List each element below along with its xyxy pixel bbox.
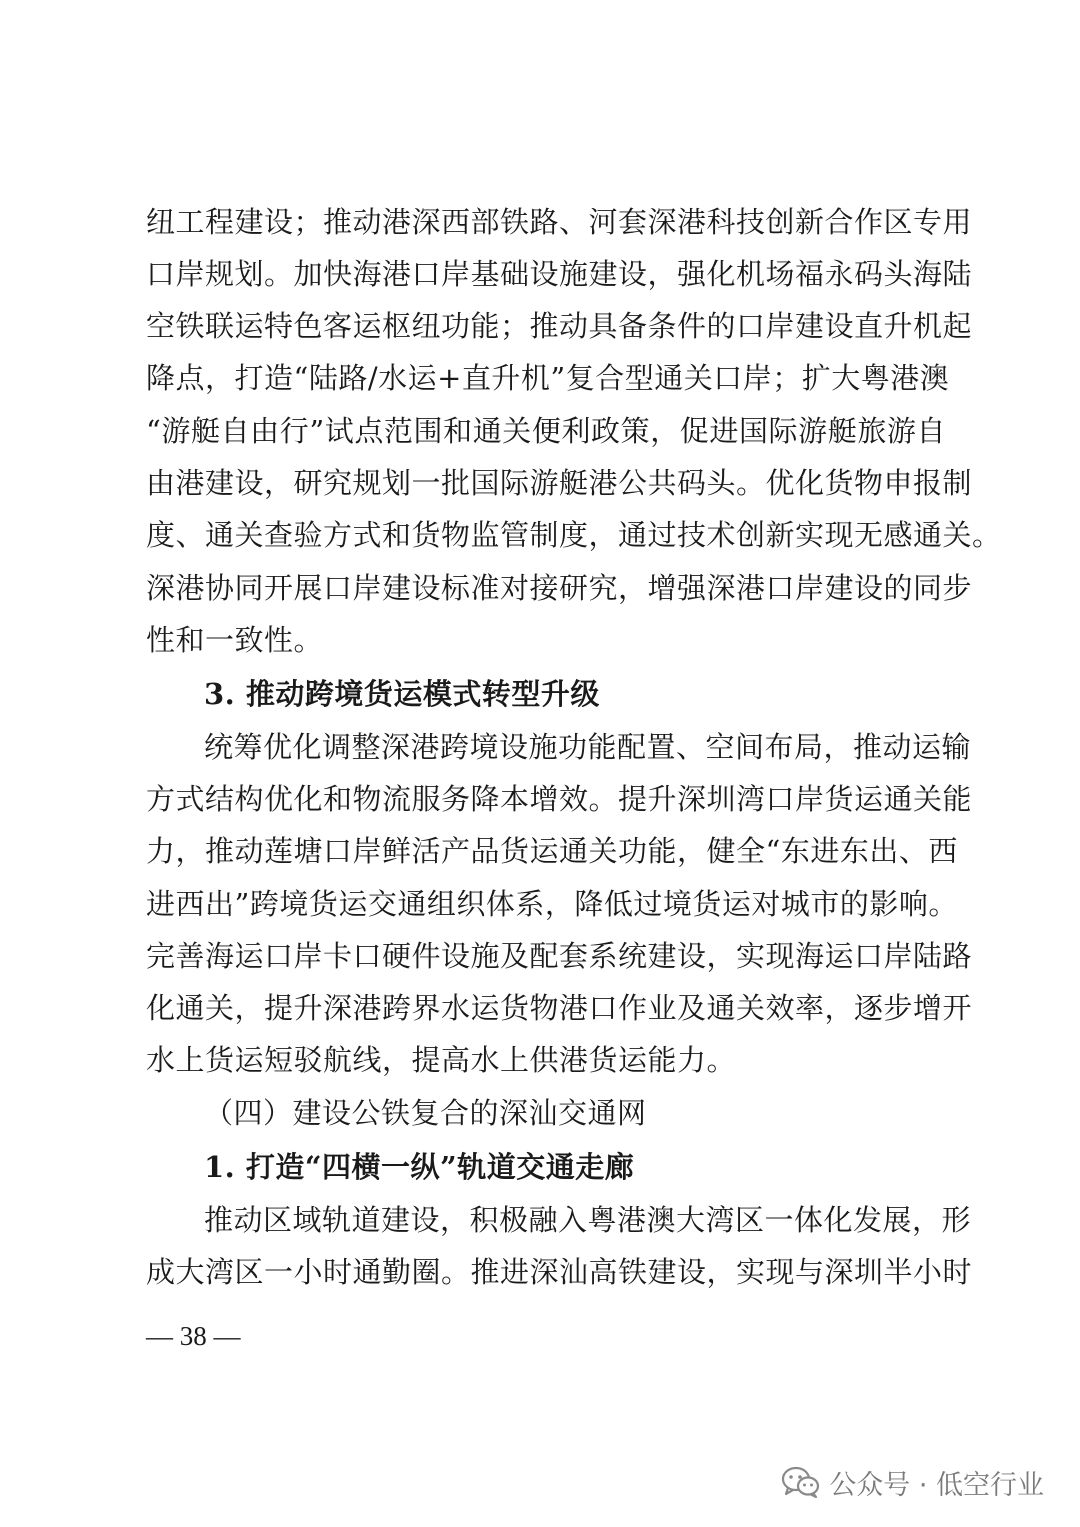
paragraph-line: 深港协同开展口岸建设标准对接研究，增强深港口岸建设的同步 (146, 571, 973, 605)
paragraph-line: 化通关，提升深港跨界水运货物港口作业及通关效率，逐步增开 (146, 991, 973, 1025)
watermark (781, 1462, 1044, 1502)
paragraph-line: 空铁联运特色客运枢纽功能；推动具备条件的口岸建设直升机起 (146, 309, 973, 343)
paragraph-line: 力，推动莲塘口岸鲜活产品货运通关功能，健全“东进东出、西 (146, 834, 958, 868)
section-heading-1: 1. 打造“四横一纵”轨道交通走廊 (204, 1150, 635, 1184)
watermark-text: 公众号 · 低空行业 (829, 1469, 1044, 1501)
page-number: — 38 — (146, 1321, 241, 1351)
paragraph-line: 成大湾区一小时通勤圈。推进深汕高铁建设，实现与深圳半小时 (146, 1255, 973, 1289)
section-heading-3: 3. 推动跨境货运模式转型升级 (204, 677, 600, 711)
paragraph-line: 推动区域轨道建设，积极融入粤港澳大湾区一体化发展，形 (204, 1203, 972, 1237)
paragraph-line: 性和一致性。 (146, 623, 324, 657)
paragraph-line: “游艇自由行”试点范围和通关便利政策，促进国际游艇旅游自 (146, 414, 946, 448)
subsection-title-4: （四）建设公铁复合的深汕交通网 (204, 1096, 647, 1130)
paragraph-line: 水上货运短驳航线，提高水上供港货运能力。 (146, 1043, 737, 1077)
paragraph-line: 由港建设，研究规划一批国际游艇港公共码头。优化货物申报制 (146, 466, 973, 500)
wechat-icon (781, 1466, 821, 1498)
paragraph-line: 纽工程建设；推动港深西部铁路、河套深港科技创新合作区专用 (146, 205, 973, 239)
paragraph-line: 度、通关查验方式和货物监管制度，通过技术创新实现无感通关。 (146, 518, 1002, 552)
paragraph-line: 完善海运口岸卡口硬件设施及配套系统建设，实现海运口岸陆路 (146, 939, 973, 973)
paragraph-line: 口岸规划。加快海港口岸基础设施建设，强化机场福永码头海陆 (146, 257, 973, 291)
paragraph-line: 统筹优化调整深港跨境设施功能配置、空间布局，推动运输 (204, 730, 972, 764)
paragraph-line: 降点，打造“陆路/水运+直升机”复合型通关口岸；扩大粤港澳 (146, 361, 950, 395)
paragraph-line: 进西出”跨境货运交通组织体系，降低过境货运对城市的影响。 (146, 887, 958, 921)
paragraph-line: 方式结构优化和物流服务降本增效。提升深圳湾口岸货运通关能 (146, 782, 973, 816)
